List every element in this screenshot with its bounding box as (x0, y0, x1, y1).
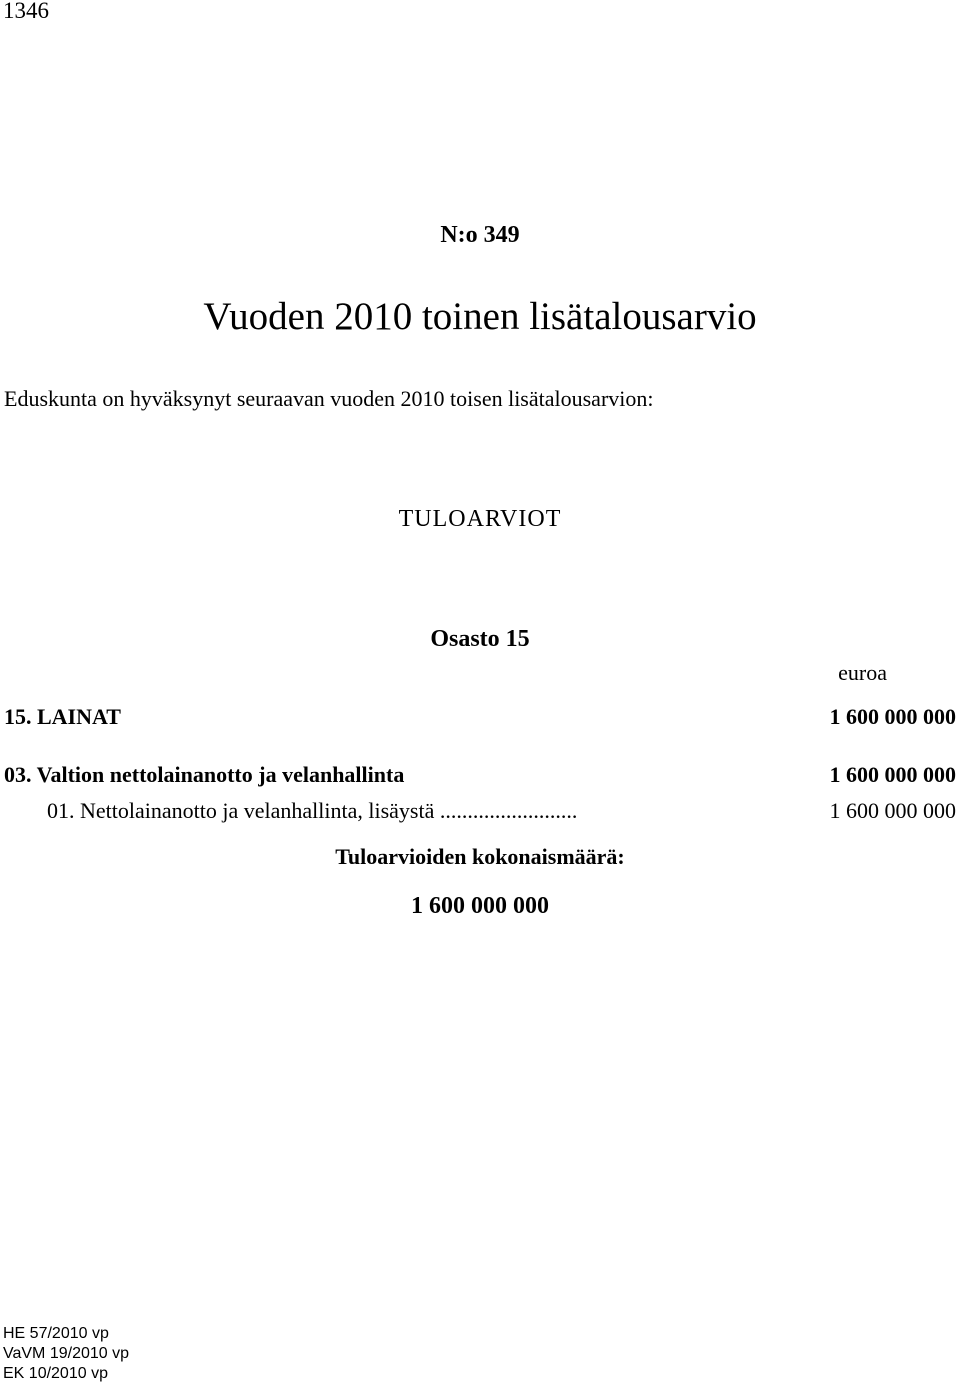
page-number: 1346 (3, 0, 49, 23)
item-amount: 1 600 000 000 (829, 762, 956, 787)
unit-label: euroa (838, 660, 887, 685)
intro-text: Eduskunta on hyväksynyt seuraavan vuoden 2010 toisen lisätalousarvion: (4, 386, 654, 411)
moment-amount: 1 600 000 000 (829, 798, 956, 823)
total-amount: 1 600 000 000 (411, 893, 549, 919)
department-heading: Osasto 15 (430, 626, 530, 652)
document-number: N:o 349 (440, 222, 520, 248)
footer-ref-he: HE 57/2010 vp (3, 1325, 109, 1342)
footer-ref-ek: EK 10/2010 vp (3, 1365, 108, 1382)
moment-row (47, 798, 956, 824)
footer-ref-vavm: VaVM 19/2010 vp (3, 1345, 130, 1362)
item-row (4, 762, 956, 788)
footer-references (3, 1324, 129, 1384)
moment-label: 01. Nettolainanotto ja velanhallinta, lisäystä ......................... (47, 798, 578, 823)
main-title-row (4, 704, 956, 730)
main-title-label: 15. LAINAT (4, 704, 121, 729)
document-title: Vuoden 2010 toinen lisätalousarvio (203, 295, 757, 338)
total-label: Tuloarvioiden kokonaismäärä: (335, 844, 625, 869)
section-heading: TULOARVIOT (398, 506, 562, 532)
item-label: 03. Valtion nettolainanotto ja velanhallinta (4, 762, 405, 787)
main-title-amount: 1 600 000 000 (829, 704, 956, 729)
